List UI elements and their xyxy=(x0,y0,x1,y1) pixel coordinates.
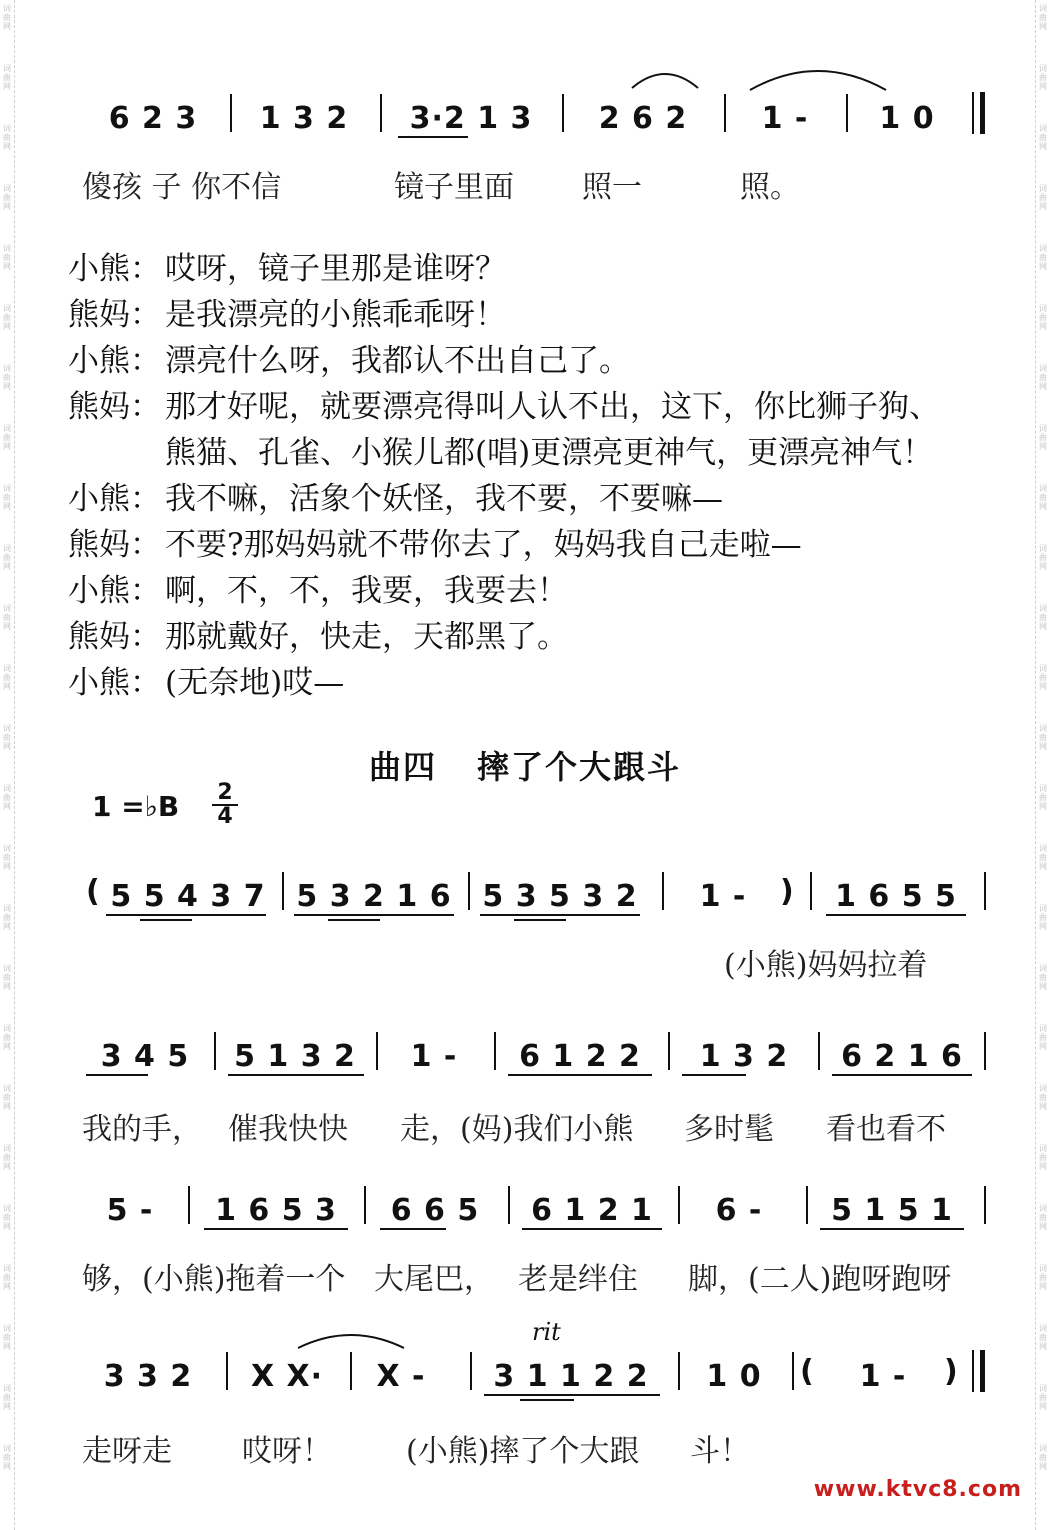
notes: 5 5 4 3 7 xyxy=(110,878,266,914)
edge-watermark-text: 词 曲 网 xyxy=(1039,424,1047,451)
lyric-line-top xyxy=(0,162,1050,205)
edge-watermark-text: 词 曲 网 xyxy=(1039,844,1047,871)
notes: 1 3 2 xyxy=(699,1038,789,1074)
time-numerator: 2 xyxy=(212,782,238,806)
barline xyxy=(678,1352,680,1390)
barline xyxy=(364,1186,366,1224)
edge-watermark-text: 词 曲 网 xyxy=(3,604,11,631)
measure xyxy=(668,866,778,926)
open-paren: ( xyxy=(86,874,100,909)
speech: (无奈地)哎— xyxy=(165,665,345,701)
edge-watermark-text: 词 曲 网 xyxy=(3,964,11,991)
speech: 漂亮什么呀，我都认不出自己了。 xyxy=(165,343,630,379)
edge-watermark-text: 词 曲 网 xyxy=(1039,664,1047,691)
notes: 2 6 2 xyxy=(598,100,688,136)
edge-watermark-text: 词 曲 网 xyxy=(1039,484,1047,511)
edge-watermark-text: 词 曲 网 xyxy=(1039,1324,1047,1351)
edge-watermark-text: 词 曲 网 xyxy=(3,1444,11,1471)
beam xyxy=(228,1074,364,1076)
speaker: 熊妈： xyxy=(68,297,161,333)
notes: X X· xyxy=(250,1358,324,1394)
edge-watermark-text: 词 曲 网 xyxy=(3,664,11,691)
notes: 1 - xyxy=(859,1358,907,1394)
notes: 1 - xyxy=(410,1038,458,1074)
edge-watermark-text: 词 曲 网 xyxy=(3,304,11,331)
notes: 5 1 3 2 xyxy=(234,1038,356,1074)
edge-watermark-text: 词 曲 网 xyxy=(1039,544,1047,571)
measure xyxy=(476,1346,666,1406)
speech: 啊，不，不，我要，我要去！ xyxy=(165,573,568,609)
lyric-line-1 xyxy=(0,940,1050,983)
lyric: 傻孩 子 你不信 xyxy=(82,170,282,205)
beam xyxy=(86,1074,148,1076)
open-paren: ( xyxy=(800,1354,814,1389)
barline xyxy=(984,872,986,910)
site-watermark: www.ktvc8.com xyxy=(813,1477,1022,1502)
edge-watermark-text: 词 曲 网 xyxy=(3,1204,11,1231)
notes: 1 - xyxy=(761,100,809,136)
time-signature xyxy=(212,782,238,828)
beam xyxy=(106,914,266,916)
beam xyxy=(522,1228,662,1230)
beam xyxy=(820,1228,964,1230)
speech: 我不嘛，活象个妖怪，我不要，不要嘛— xyxy=(165,481,723,517)
score-line-1 xyxy=(0,866,1050,926)
barline xyxy=(214,1032,216,1070)
measure xyxy=(234,88,374,148)
barline xyxy=(984,1032,986,1070)
lyric: 哎呀！ xyxy=(242,1434,332,1469)
notes: 5 - xyxy=(106,1192,154,1228)
barline xyxy=(188,1186,190,1224)
edge-watermark-text: 词 曲 网 xyxy=(1039,124,1047,151)
close-paren: ) xyxy=(780,874,794,909)
speech: 是我漂亮的小熊乖乖呀！ xyxy=(165,297,506,333)
lyric: 脚，(二人)跑呀跑呀 xyxy=(688,1262,952,1297)
dialogue-line xyxy=(68,660,1008,706)
edge-watermark-text: 词 曲 网 xyxy=(1039,1084,1047,1111)
speaker: 小熊： xyxy=(68,573,161,609)
speech: 那就戴好，快走，天都黑了。 xyxy=(165,619,568,655)
measure xyxy=(474,866,646,926)
edge-watermark-text: 词 曲 网 xyxy=(1039,364,1047,391)
notes: 6 2 3 xyxy=(108,100,198,136)
measure xyxy=(80,1346,216,1406)
slur xyxy=(630,66,700,90)
edge-watermark-text: 词 曲 网 xyxy=(1039,244,1047,271)
barline xyxy=(380,94,382,132)
edge-watermark-text: 词 曲 网 xyxy=(1039,184,1047,211)
measure xyxy=(818,866,974,926)
measure xyxy=(288,866,460,926)
score-line-3 xyxy=(0,1180,1050,1240)
lyric: 够，(小熊)拖着一个 xyxy=(82,1262,346,1297)
notes: 6 1 2 1 xyxy=(531,1192,653,1228)
beam xyxy=(140,919,192,921)
barline xyxy=(468,872,470,910)
edge-watermark-text: 词 曲 网 xyxy=(3,424,11,451)
barline xyxy=(282,872,284,910)
dialogue-block xyxy=(68,246,1008,706)
edge-watermark-text: 词 曲 网 xyxy=(1039,964,1047,991)
edge-watermark-text: 词 曲 网 xyxy=(1039,304,1047,331)
edge-watermark-text: 词 曲 网 xyxy=(1039,784,1047,811)
measure xyxy=(232,1346,342,1406)
measure xyxy=(684,1346,784,1406)
dialogue-line xyxy=(68,384,1008,430)
beam xyxy=(832,1074,972,1076)
notes: 3·2 1 3 xyxy=(409,100,533,136)
barline xyxy=(818,1032,820,1070)
speech: 熊猫、孔雀、小猴儿都(唱)更漂亮更神气，更漂亮神气！ xyxy=(165,435,934,471)
score-line-4 xyxy=(0,1346,1050,1406)
edge-watermark-text: 词 曲 网 xyxy=(3,124,11,151)
notes: 1 - xyxy=(699,878,747,914)
barline xyxy=(984,1186,986,1224)
lyric: 大尾巴， xyxy=(374,1262,494,1297)
score-line-top xyxy=(0,88,1050,148)
barline xyxy=(678,1186,680,1224)
edge-watermark-text: 词 曲 网 xyxy=(3,784,11,811)
edge-watermark-text: 词 曲 网 xyxy=(3,544,11,571)
edge-watermark-text: 词 曲 网 xyxy=(3,844,11,871)
edge-watermark-text: 词 曲 网 xyxy=(1039,724,1047,751)
measure xyxy=(514,1180,670,1240)
beam xyxy=(398,136,468,138)
edge-watermark-text: 词 曲 网 xyxy=(3,724,11,751)
edge-watermark-text: 词 曲 网 xyxy=(3,4,11,31)
beam xyxy=(682,1074,746,1076)
edge-watermark-text: 词 曲 网 xyxy=(3,184,11,211)
notes: 1 3 2 xyxy=(259,100,349,136)
lyric: 走，(妈)我们小熊 xyxy=(400,1112,634,1147)
dialogue-line xyxy=(68,568,1008,614)
speaker: 小熊： xyxy=(68,481,161,517)
beam xyxy=(480,914,640,916)
edge-watermark-text: 词 曲 网 xyxy=(3,1084,11,1111)
edge-watermark-text: 词 曲 网 xyxy=(1039,64,1047,91)
beam xyxy=(204,1228,348,1230)
measure xyxy=(356,1346,446,1406)
notes: 1 6 5 5 xyxy=(835,878,957,914)
measure xyxy=(730,88,840,148)
final-barline-thin xyxy=(972,92,974,134)
measure xyxy=(684,1180,794,1240)
edge-watermark-text: 词 曲 网 xyxy=(1039,604,1047,631)
time-denominator: 4 xyxy=(217,804,233,829)
measure xyxy=(100,866,276,926)
measure xyxy=(80,1026,210,1086)
edge-watermark-text: 词 曲 网 xyxy=(3,1024,11,1051)
beam xyxy=(826,914,966,916)
beam xyxy=(514,919,566,921)
measure xyxy=(382,1026,486,1086)
edge-watermark-text: 词 曲 网 xyxy=(1039,1444,1047,1471)
edge-watermark-text: 词 曲 网 xyxy=(1039,1264,1047,1291)
notes: 3 3 2 xyxy=(103,1358,193,1394)
barline xyxy=(810,872,812,910)
measure xyxy=(78,88,228,148)
notes: 5 3 5 3 2 xyxy=(482,878,638,914)
edge-watermark-text: 词 曲 网 xyxy=(1039,1204,1047,1231)
edge-watermark-text: 词 曲 网 xyxy=(3,1324,11,1351)
final-barline-thick xyxy=(980,1350,985,1392)
edge-watermark-text: 词 曲 网 xyxy=(3,364,11,391)
dialogue-line xyxy=(68,338,1008,384)
speaker: 小熊： xyxy=(68,343,161,379)
speech: 哎呀，镜子里那是谁呀？ xyxy=(165,251,506,287)
beam xyxy=(484,1394,660,1396)
lyric: 我的手， xyxy=(82,1112,202,1147)
notes: 5 3 2 1 6 xyxy=(296,878,452,914)
dialogue-line xyxy=(68,614,1008,660)
barline xyxy=(494,1032,496,1070)
dialogue-line xyxy=(68,246,1008,292)
speech: 那才好呢，就要漂亮得叫人认不出，这下，你比狮子狗、 xyxy=(165,389,940,425)
edge-watermark-text: 词 曲 网 xyxy=(3,1144,11,1171)
barline xyxy=(230,94,232,132)
notes: 3 4 5 xyxy=(100,1038,190,1074)
edge-watermark-text: 词 曲 网 xyxy=(1039,1384,1047,1411)
edge-watermark-text: 词 曲 网 xyxy=(1039,904,1047,931)
final-barline-thick xyxy=(980,92,985,134)
notes: 1 6 5 3 xyxy=(215,1192,337,1228)
edge-watermark-text: 词 曲 网 xyxy=(3,904,11,931)
lyric: (小熊)妈妈拉着 xyxy=(724,948,928,983)
edge-watermark-text: 词 曲 网 xyxy=(3,1384,11,1411)
beam xyxy=(520,1399,574,1401)
song-number: 曲四 xyxy=(368,748,437,786)
lyric-line-4 xyxy=(0,1426,1050,1469)
lyric: 照。 xyxy=(740,170,800,205)
lyric: (小熊)摔了个大跟 xyxy=(406,1434,640,1469)
edge-watermark-text: 词 曲 网 xyxy=(3,64,11,91)
barline xyxy=(662,872,664,910)
speaker: 熊妈： xyxy=(68,619,161,655)
barline xyxy=(806,1186,808,1224)
final-barline-thin xyxy=(972,1350,974,1392)
notes: 6 2 1 6 xyxy=(841,1038,963,1074)
lyric: 走呀走 xyxy=(82,1434,172,1469)
barline xyxy=(724,94,726,132)
beam xyxy=(508,1074,652,1076)
dialogue-line xyxy=(68,476,1008,522)
notes: 5 1 5 1 xyxy=(831,1192,953,1228)
measure xyxy=(370,1180,500,1240)
edge-watermark-text: 词 曲 网 xyxy=(3,244,11,271)
speaker: 熊妈： xyxy=(68,527,161,563)
measure xyxy=(220,1026,370,1086)
barline xyxy=(470,1352,472,1390)
song-name: 摔了个大跟斗 xyxy=(477,748,682,786)
speaker: 熊妈： xyxy=(68,389,161,425)
score-line-2 xyxy=(0,1026,1050,1086)
edge-watermark-text: 词 曲 网 xyxy=(3,1264,11,1291)
lyric: 照一 xyxy=(582,170,642,205)
dialogue-line xyxy=(68,292,1008,338)
lyric: 多时髦 xyxy=(684,1112,774,1147)
barline xyxy=(846,94,848,132)
notes: X - xyxy=(376,1358,426,1394)
notes: 6 1 2 2 xyxy=(519,1038,641,1074)
barline xyxy=(562,94,564,132)
barline xyxy=(668,1032,670,1070)
close-paren: ) xyxy=(944,1354,958,1389)
dialogue-line xyxy=(68,522,1008,568)
barline xyxy=(792,1352,794,1390)
edge-watermark-text: 词 曲 网 xyxy=(3,484,11,511)
notes: 6 - xyxy=(715,1192,763,1228)
edge-watermark-text: 词 曲 网 xyxy=(1039,4,1047,31)
lyric: 镜子里面 xyxy=(394,170,514,205)
beam xyxy=(328,919,380,921)
edge-watermark-text: 词 曲 网 xyxy=(1039,1024,1047,1051)
edge-watermark-text: 词 曲 网 xyxy=(1039,1144,1047,1171)
lyric-line-3 xyxy=(0,1254,1050,1297)
beam xyxy=(294,914,454,916)
lyric: 老是绊住 xyxy=(518,1262,638,1297)
beam xyxy=(380,1228,446,1230)
measure xyxy=(824,1026,980,1086)
measure xyxy=(674,1026,814,1086)
lyric: 催我快快 xyxy=(228,1112,348,1147)
barline xyxy=(350,1352,352,1390)
lyric-line-2 xyxy=(0,1104,1050,1147)
barline xyxy=(226,1352,228,1390)
measure xyxy=(852,88,962,148)
notes: 3 1 1 2 2 xyxy=(493,1358,649,1394)
measure xyxy=(818,1346,948,1406)
measure xyxy=(80,1180,180,1240)
measure xyxy=(386,88,556,148)
lyric: 斗！ xyxy=(690,1434,750,1469)
lyric: 看也看不 xyxy=(826,1112,946,1147)
notes: 6 6 5 xyxy=(390,1192,480,1228)
song-title xyxy=(0,742,1050,788)
notes: 1 0 xyxy=(879,100,935,136)
barline xyxy=(508,1186,510,1224)
key-signature: 1 =♭B xyxy=(92,790,180,823)
measure xyxy=(812,1180,972,1240)
speaker: 小熊： xyxy=(68,251,161,287)
barline xyxy=(376,1032,378,1070)
dialogue-line xyxy=(68,430,1008,476)
measure xyxy=(500,1026,660,1086)
measure xyxy=(568,88,718,148)
speaker: 小熊： xyxy=(68,665,161,701)
ritardando-marking: rit xyxy=(532,1318,561,1346)
measure xyxy=(196,1180,356,1240)
speech: 不要?那妈妈就不带你去了，妈妈我自己走啦— xyxy=(165,527,802,563)
notes: 1 0 xyxy=(706,1358,762,1394)
